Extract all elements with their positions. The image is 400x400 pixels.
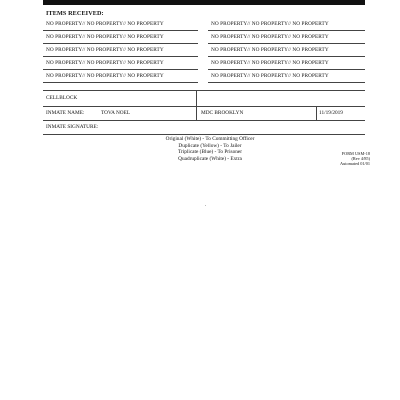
box-top-line bbox=[43, 90, 365, 91]
item-left-3: NO PROPERTY// NO PROPERTY// NO PROPERTY bbox=[46, 47, 164, 53]
copy-distribution bbox=[130, 136, 290, 162]
item-line bbox=[208, 43, 365, 44]
form-number-block bbox=[320, 151, 370, 167]
box-divider bbox=[196, 91, 197, 120]
scan-speck bbox=[205, 205, 206, 206]
distribution-line: Triplicate (Blue) - To Prisoner bbox=[177, 149, 243, 156]
box-bottom-line bbox=[43, 134, 365, 135]
distribution-line: Duplicate (Yellow) - To Jailer bbox=[178, 142, 242, 149]
item-line bbox=[208, 82, 365, 83]
distribution-line: Quadruplicate (White) - Extra bbox=[178, 155, 242, 162]
form-automated: Automated 01/01 bbox=[340, 161, 370, 167]
box-line bbox=[43, 120, 365, 121]
item-line bbox=[43, 30, 198, 31]
item-right-1: NO PROPERTY// NO PROPERTY// NO PROPERTY bbox=[211, 21, 329, 27]
date-value: 11/19/2019 bbox=[319, 110, 343, 116]
facility-value: MDC BROOKLYN bbox=[201, 110, 244, 116]
item-line bbox=[43, 69, 198, 70]
item-left-2: NO PROPERTY// NO PROPERTY// NO PROPERTY bbox=[46, 34, 164, 40]
cellblock-label: CELLBLOCK bbox=[46, 95, 78, 101]
item-left-4: NO PROPERTY// NO PROPERTY// NO PROPERTY bbox=[46, 60, 164, 66]
inmate-signature-label: INMATE SIGNATURE: bbox=[46, 124, 99, 130]
item-line bbox=[43, 56, 198, 57]
inmate-name-label: INMATE NAME: bbox=[46, 110, 85, 116]
item-left-1: NO PROPERTY// NO PROPERTY// NO PROPERTY bbox=[46, 21, 164, 27]
item-right-2: NO PROPERTY// NO PROPERTY// NO PROPERTY bbox=[211, 34, 329, 40]
form-number: FORM USM-18 bbox=[341, 151, 370, 156]
inmate-name-value: TOVA NOEL bbox=[101, 110, 131, 116]
item-line bbox=[43, 82, 198, 83]
form-revision: (Rev 4/85) bbox=[351, 156, 370, 162]
item-right-3: NO PROPERTY// NO PROPERTY// NO PROPERTY bbox=[211, 47, 329, 53]
item-line bbox=[43, 43, 198, 44]
item-line bbox=[208, 69, 365, 70]
item-right-5: NO PROPERTY// NO PROPERTY// NO PROPERTY bbox=[211, 73, 329, 79]
distribution-line: Original (White) - To Committing Officer bbox=[165, 136, 255, 142]
item-line bbox=[208, 56, 365, 57]
item-line bbox=[208, 30, 365, 31]
item-left-5: NO PROPERTY// NO PROPERTY// NO PROPERTY bbox=[46, 73, 164, 79]
header-bar bbox=[43, 0, 365, 5]
items-received-heading: ITEMS RECEIVED: bbox=[46, 10, 104, 17]
item-right-4: NO PROPERTY// NO PROPERTY// NO PROPERTY bbox=[211, 60, 329, 66]
box-divider bbox=[316, 106, 317, 120]
